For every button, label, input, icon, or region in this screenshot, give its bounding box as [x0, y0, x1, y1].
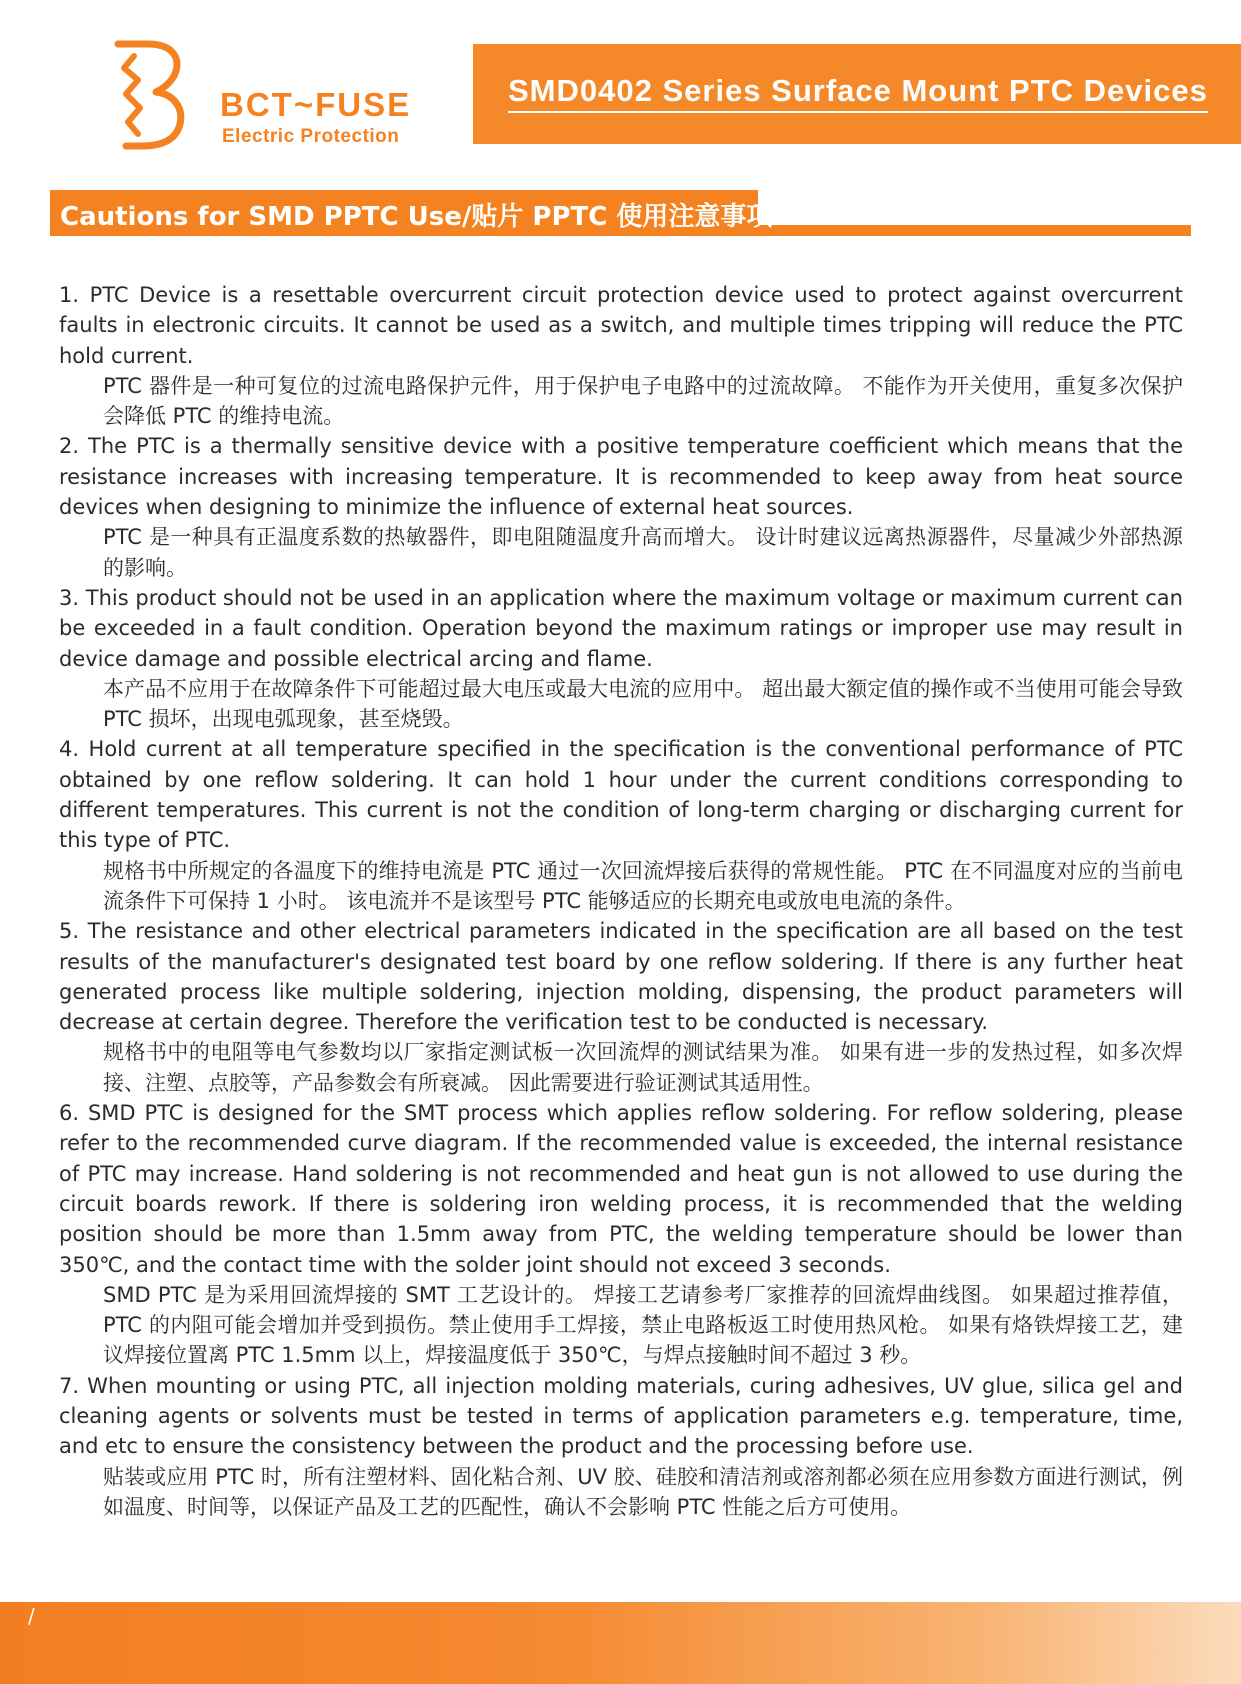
- section-title: Cautions for SMD PPTC Use/贴片 PPTC 使用注意事项: [60, 202, 773, 232]
- caution-text-en: 7. When mounting or using PTC, all injection molding materials, curing adhesives, UV glue, silica gel and cleaning agents or solvents must be tested in terms of application parameters e.g. temperature, time, and etc to ensure the consistency between the product and the processing before use.: [59, 1373, 1183, 1459]
- bct-fuse-logo-icon: [112, 40, 212, 150]
- section-header: [50, 190, 773, 235]
- caution-text-zh: PTC 是一种具有正温度系数的热敏器件，即电阻随温度升高而增大。 设计时建议远离热源器件，尽量减少外部热源的影响。: [103, 525, 1183, 580]
- caution-text-en: 1. PTC Device is a resettable overcurrent circuit protection device used to protect against overcurrent faults in electronic circuits. It cannot be used as a switch, and multiple times tripping will reduce the PTC hold current.: [59, 283, 1183, 368]
- caution-text-zh: 规格书中的电阻等电气参数均以厂家指定测试板一次回流焊的测试结果为准。 如果有进一步的发热过程，如多次焊接、注塑、点胶等，产品参数会有所衰减。 因此需要进行验证测试其适用性。: [103, 1040, 1183, 1095]
- caution-text-zh: 规格书中所规定的各温度下的维持电流是 PTC 通过一次回流焊接后获得的常规性能。 PTC 在不同温度对应的当前电流条件下可保持 1 小时。 该电流并不是该型号 PTC 能够适应的长期充电或放电电流的条件。: [103, 858, 1183, 913]
- caution-text-en: 5. The resistance and other electrical parameters indicated in the specification are all based on the test results of the manufacturer's designated test board by one reflow soldering. If there is any further heat generated process like multiple soldering, injection molding, dispensing, the product parameters will decrease at certain degree. Therefore the verification test to be conducted is necessary.: [59, 919, 1183, 1035]
- title-banner: [473, 44, 1241, 144]
- caution-item: [59, 583, 1183, 734]
- caution-item: [59, 1371, 1183, 1522]
- caution-item: [59, 1098, 1183, 1371]
- footer-band: [0, 1602, 1241, 1684]
- caution-item: [59, 431, 1183, 582]
- caution-text-zh: SMD PTC 是为采用回流焊接的 SMT 工艺设计的。 焊接工艺请参考厂家推荐的回流焊曲线图。 如果超过推荐值，PTC 的内阻可能会增加并受到损伤。禁止使用手工焊接，禁止电路板返工时使用热风枪。 如果有烙铁焊接工艺，建议焊接位置离 PTC 1.5mm 以上，焊接温度低于 350℃，与焊点接触时间不超过 3 秒。: [103, 1282, 1183, 1368]
- footer-mark: /: [28, 1604, 35, 1628]
- brand-logo: [112, 40, 432, 150]
- caution-text-en: 6. SMD PTC is designed for the SMT process which applies reflow soldering. For reflow soldering, please refer to the recommended curve diagram. If the recommended value is exceeded, the internal resistance of PTC may increase. Hand soldering is not recommended and heat gun is not allowed to use during the circuit boards rework. If there is soldering iron welding process, it is recommended that the welding position should be more than 1.5mm away from PTC, the welding temperature should be lower than 350℃, and the contact time with the solder joint should not exceed 3 seconds.: [59, 1101, 1183, 1277]
- caution-text-zh: PTC 器件是一种可复位的过流电路保护元件，用于保护电子电路中的过流故障。 不能作为开关使用，重复多次保护会降低 PTC 的维持电流。: [103, 373, 1183, 429]
- page-title: SMD0402 Series Surface Mount PTC Devices: [508, 72, 1208, 113]
- caution-text-zh: 贴装或应用 PTC 时，所有注塑材料、固化粘合剂、UV 胶、硅胶和清洁剂或溶剂都必须在应用参数方面进行测试，例如温度、时间等，以保证产品及工艺的匹配性，确认不会影响 PTC 性能之后方可使用。: [103, 1464, 1183, 1519]
- cautions-list: [59, 280, 1183, 1522]
- caution-item: [59, 734, 1183, 916]
- brand-name: BCT~FUSE: [220, 86, 412, 123]
- caution-text-en: 4. Hold current at all temperature specified in the specification is the conventional performance of PTC obtained by one reflow soldering. It can hold 1 hour under the current conditions corresponding to different temperatures. This current is not the condition of long-term charging or discharging current for this type of PTC.: [59, 737, 1183, 853]
- caution-text-en: 2. The PTC is a thermally sensitive device with a positive temperature coefficient which means that the resistance increases with increasing temperature. It is recommended to keep away from heat source devices when designing to minimize the influence of external heat sources.: [59, 434, 1183, 520]
- caution-item: [59, 280, 1183, 431]
- caution-text-en: 3. This product should not be used in an application where the maximum voltage or maximum current can be exceeded in a fault condition. Operation beyond the maximum ratings or improper use may result in device damage and possible electrical arcing and flame.: [59, 585, 1183, 671]
- caution-item: [59, 916, 1183, 1098]
- brand-tagline: Electric Protection: [222, 126, 400, 147]
- caution-text-zh: 本产品不应用于在故障条件下可能超过最大电压或最大电流的应用中。 超出最大额定值的操作或不当使用可能会导致 PTC 损坏，出现电弧现象，甚至烧毁。: [103, 676, 1183, 732]
